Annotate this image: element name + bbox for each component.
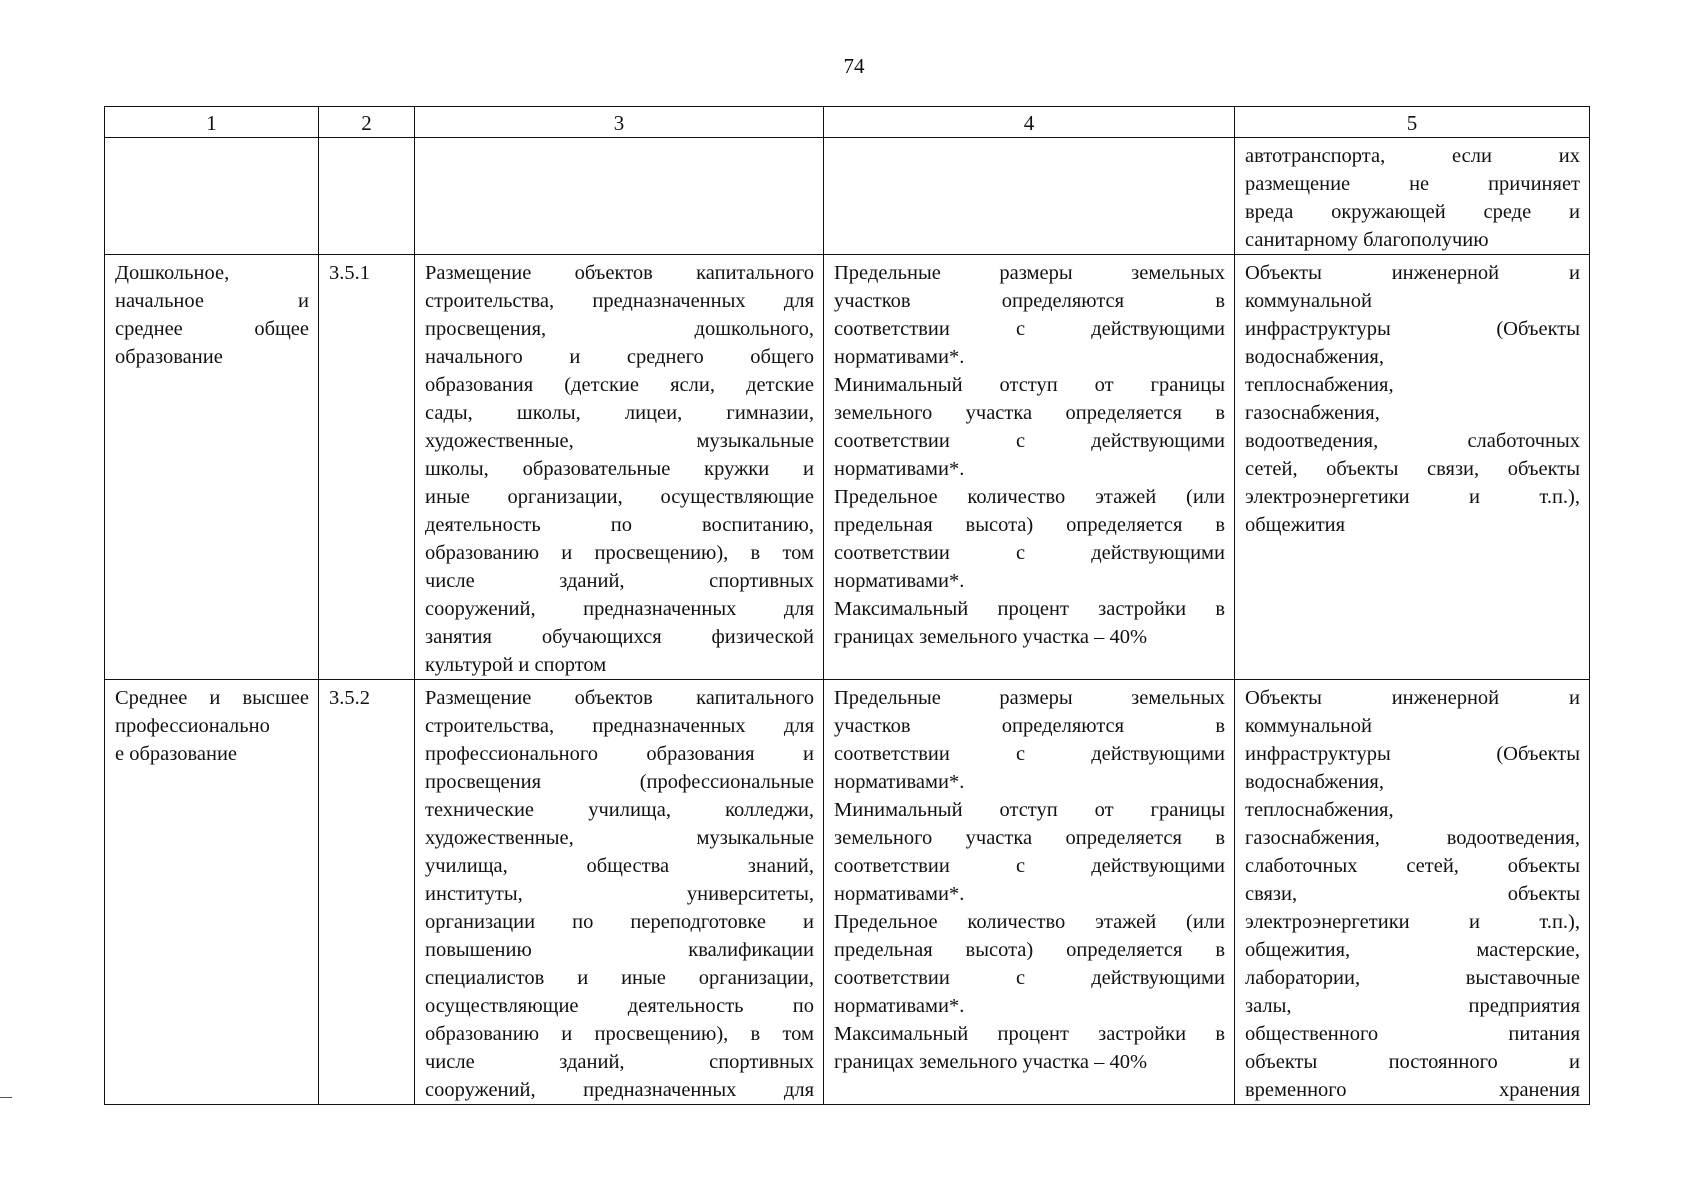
- text-line: соответствии с действующими: [834, 855, 1225, 877]
- text-line: Объекты инженерной и: [1245, 262, 1580, 284]
- page-number: 74: [843, 54, 865, 78]
- cell-code: [319, 680, 415, 1105]
- text-line: училища, общества знаний,: [425, 855, 814, 877]
- text-line: водоснабжения,: [1245, 346, 1384, 368]
- cell-description: [415, 680, 824, 1105]
- text-line: предельная высота) определяется в: [834, 939, 1225, 961]
- text-line: водоотведения, слаботочных: [1245, 430, 1580, 452]
- text-line: связи, объекты: [1245, 883, 1580, 905]
- text-line: сооружений, предназначенных для: [425, 1079, 814, 1101]
- text-line: коммунальной: [1245, 290, 1372, 312]
- text-line: осуществляющие деятельность по: [425, 995, 814, 1017]
- text-line: профессионально: [115, 715, 270, 737]
- text-line: соответствии с действующими: [834, 542, 1225, 564]
- cell-parameters: [824, 255, 1235, 680]
- text-line: культурой и спортом: [425, 654, 607, 676]
- text-line: земельного участка определяется в: [834, 827, 1225, 849]
- table-row: [105, 138, 1590, 255]
- text-line: повышению квалификации: [425, 939, 814, 961]
- text-line: залы, предприятия: [1245, 995, 1580, 1017]
- text-line: временного хранения: [1245, 1079, 1580, 1101]
- text-line: Минимальный отступ от границы: [834, 799, 1225, 821]
- header-cell: 4: [824, 107, 1235, 138]
- text-line: Предельные размеры земельных: [834, 262, 1225, 284]
- cell-auxiliary-uses: [1235, 680, 1590, 1105]
- text-line: земельного участка определяется в: [834, 402, 1225, 424]
- text-line: границах земельного участка – 40%: [834, 626, 1148, 648]
- text-line: Максимальный процент застройки в: [834, 1023, 1225, 1045]
- text-line: общежития, мастерские,: [1245, 939, 1580, 961]
- text-line: общежития: [1245, 514, 1346, 536]
- text-line: Предельное количество этажей (или: [834, 911, 1225, 933]
- text-line: Предельное количество этажей (или: [834, 486, 1225, 508]
- text-line: школы, образовательные кружки и: [425, 458, 814, 480]
- text-line: участков определяются в: [834, 715, 1225, 737]
- text-line: Минимальный отступ от границы: [834, 374, 1225, 396]
- text-line: Размещение объектов капитального: [425, 262, 814, 284]
- text-line: начального и среднего общего: [425, 346, 814, 368]
- text-line: сетей, объекты связи, объекты: [1245, 458, 1580, 480]
- cell-name: [105, 680, 319, 1105]
- cell-description: [415, 138, 824, 255]
- header-cell: 3: [415, 107, 824, 138]
- text-line: институты, университеты,: [425, 883, 814, 905]
- text-line: автотранспорта, если их: [1245, 145, 1580, 167]
- text-line: Дошкольное,: [115, 262, 230, 284]
- text-line: Предельные размеры земельных: [834, 687, 1225, 709]
- text-line: Размещение объектов капитального: [425, 687, 814, 709]
- header-row: [105, 107, 1590, 138]
- cell-name: [105, 255, 319, 680]
- text-line: деятельность по воспитанию,: [425, 514, 814, 536]
- text-line: теплоснабжения,: [1245, 799, 1394, 821]
- text-line: 3.5.1: [329, 262, 370, 284]
- text-line: нормативами*.: [834, 570, 965, 592]
- cell-code: [319, 255, 415, 680]
- margin-mark: [0, 1097, 12, 1098]
- text-line: Объекты инженерной и: [1245, 687, 1580, 709]
- text-line: технические училища, колледжи,: [425, 799, 814, 821]
- text-line: образования (детские ясли, детские: [425, 374, 814, 396]
- text-line: строительства, предназначенных для: [425, 715, 814, 737]
- header-cell: 2: [319, 107, 415, 138]
- text-line: теплоснабжения,: [1245, 374, 1394, 396]
- cell-parameters: [824, 138, 1235, 255]
- text-line: электроэнергетики и т.п.),: [1245, 911, 1580, 933]
- text-line: среднее общее: [115, 318, 309, 340]
- text-line: сооружений, предназначенных для: [425, 598, 814, 620]
- text-line: инфраструктуры (Объекты: [1245, 743, 1580, 765]
- text-line: нормативами*.: [834, 883, 965, 905]
- text-line: строительства, предназначенных для: [425, 290, 814, 312]
- text-line: организации по переподготовке и: [425, 911, 814, 933]
- text-line: нормативами*.: [834, 346, 965, 368]
- text-line: соответствии с действующими: [834, 318, 1225, 340]
- text-line: соответствии с действующими: [834, 430, 1225, 452]
- text-line: слаботочных сетей, объекты: [1245, 855, 1580, 877]
- text-line: начальное и: [115, 290, 309, 312]
- text-line: Среднее и высшее: [115, 687, 309, 709]
- text-line: числе зданий, спортивных: [425, 1051, 814, 1073]
- text-line: специалистов и иные организации,: [425, 967, 814, 989]
- text-line: предельная высота) определяется в: [834, 514, 1225, 536]
- text-line: 3.5.2: [329, 687, 370, 709]
- table-row: [105, 680, 1590, 1105]
- cell-code: [319, 138, 415, 255]
- text-line: нормативами*.: [834, 995, 965, 1017]
- header-cell: 1: [105, 107, 319, 138]
- text-line: образованию и просвещению), в том: [425, 1023, 814, 1045]
- text-line: соответствии с действующими: [834, 743, 1225, 765]
- cell-auxiliary-uses: [1235, 138, 1590, 255]
- cell-auxiliary-uses: [1235, 255, 1590, 680]
- header-cell: 5: [1235, 107, 1590, 138]
- text-line: образование: [115, 346, 223, 368]
- cell-parameters: [824, 680, 1235, 1105]
- text-line: электроэнергетики и т.п.),: [1245, 486, 1580, 508]
- text-line: Максимальный процент застройки в: [834, 598, 1225, 620]
- text-line: просвещения, дошкольного,: [425, 318, 814, 340]
- text-line: образованию и просвещению), в том: [425, 542, 814, 564]
- land-use-table: [104, 106, 1590, 1105]
- text-line: соответствии с действующими: [834, 967, 1225, 989]
- cell-description: [415, 255, 824, 680]
- text-line: сады, школы, лицеи, гимназии,: [425, 402, 814, 424]
- text-line: занятия обучающихся физической: [425, 626, 814, 648]
- text-line: инфраструктуры (Объекты: [1245, 318, 1580, 340]
- text-line: участков определяются в: [834, 290, 1225, 312]
- text-line: санитарному благополучию: [1245, 229, 1489, 251]
- text-line: художественные, музыкальные: [425, 827, 814, 849]
- text-line: общественного питания: [1245, 1023, 1580, 1045]
- text-line: иные организации, осуществляющие: [425, 486, 814, 508]
- text-line: просвещения (профессиональные: [425, 771, 814, 793]
- text-line: границах земельного участка – 40%: [834, 1051, 1148, 1073]
- text-line: газоснабжения, водоотведения,: [1245, 827, 1580, 849]
- text-line: художественные, музыкальные: [425, 430, 814, 452]
- text-line: нормативами*.: [834, 771, 965, 793]
- text-line: числе зданий, спортивных: [425, 570, 814, 592]
- cell-name: [105, 138, 319, 255]
- text-line: размещение не причиняет: [1245, 173, 1580, 195]
- text-line: водоснабжения,: [1245, 771, 1384, 793]
- text-line: вреда окружающей среде и: [1245, 201, 1580, 223]
- text-line: коммунальной: [1245, 715, 1372, 737]
- text-line: объекты постоянного и: [1245, 1051, 1580, 1073]
- text-line: профессионального образования и: [425, 743, 814, 765]
- table-row: [105, 255, 1590, 680]
- text-line: газоснабжения,: [1245, 402, 1380, 424]
- text-line: нормативами*.: [834, 458, 965, 480]
- text-line: лаборатории, выставочные: [1245, 967, 1580, 989]
- text-line: е образование: [115, 743, 238, 765]
